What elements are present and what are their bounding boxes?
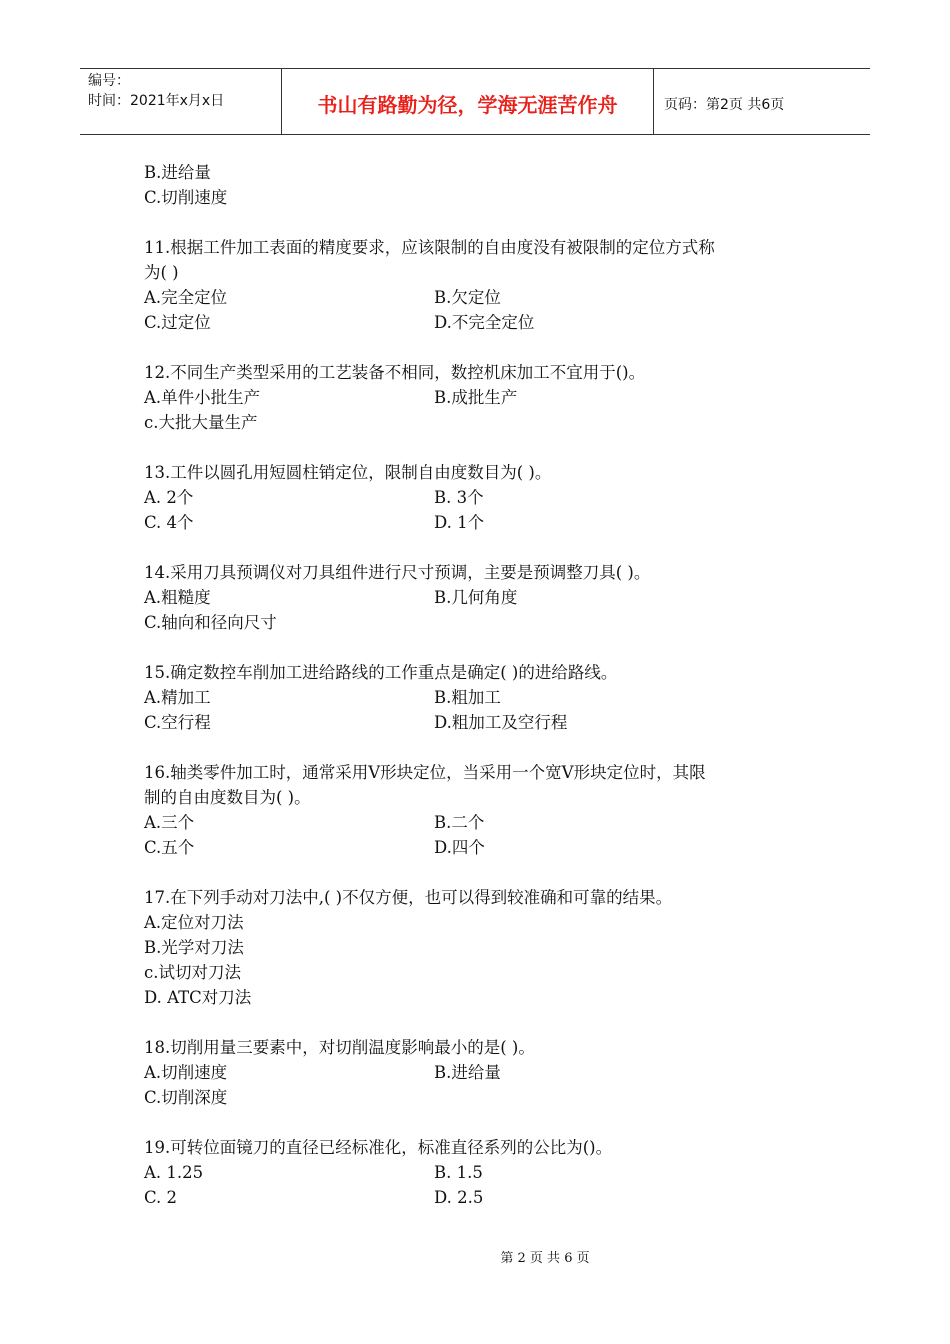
- question-text: 13.工件以圆孔用短圆柱销定位，限制自由度数目为( )。: [144, 463, 552, 482]
- header-page-info: 页码：第2页 共6页: [664, 96, 785, 113]
- header-meta: [80, 69, 282, 134]
- option-item: C.轴向和径向尺寸: [144, 613, 277, 632]
- option-item: C.切削深度: [144, 1088, 228, 1107]
- question-18: [144, 1035, 824, 1110]
- option-item: A. 1.25: [144, 1163, 204, 1182]
- question-text: 18.切削用量三要素中，对切削温度影响最小的是( )。: [144, 1038, 535, 1057]
- option-item: D.四个: [434, 838, 485, 857]
- header-motto: 书山有路勤为径，学海无涯苦作舟: [282, 69, 654, 134]
- option-item: A.切削速度: [144, 1063, 228, 1082]
- option-item: A.精加工: [144, 688, 211, 707]
- question-text: 16.轴类零件加工时，通常采用V形块定位，当采用一个宽V形块定位时，其限: [144, 763, 706, 782]
- option-item: B.成批生产: [434, 388, 518, 407]
- option-item: D.粗加工及空行程: [434, 713, 568, 732]
- option-item: c.大批大量生产: [144, 413, 258, 432]
- question-block-intro: [144, 160, 824, 210]
- option-item: B.进给量: [144, 163, 211, 182]
- option-item: A.粗糙度: [144, 588, 211, 607]
- option-item: D. 2.5: [434, 1188, 484, 1207]
- question-text: 14.采用刀具预调仪对刀具组件进行尺寸预调，主要是预调整刀具( )。: [144, 563, 651, 582]
- option-item: A. 2个: [144, 488, 194, 507]
- question-text: 15.确定数控车削加工进给路线的工作重点是确定( )的进给路线。: [144, 663, 618, 682]
- question-text: 19.可转位面镜刀的直径已经标准化，标准直径系列的公比为()。: [144, 1138, 613, 1157]
- option-item: B.进给量: [434, 1063, 501, 1082]
- question-list: [144, 160, 824, 1235]
- question-text: 17.在下列手动对刀法中,( )不仅方便，也可以得到较准确和可靠的结果。: [144, 888, 673, 907]
- option-item: B. 3个: [434, 488, 484, 507]
- document-header: [80, 68, 870, 135]
- option-item: C.切削速度: [144, 188, 228, 207]
- option-item: C. 4个: [144, 513, 194, 532]
- question-11: [144, 235, 824, 335]
- option-item: A.单件小批生产: [144, 388, 261, 407]
- option-item: A.定位对刀法: [144, 913, 244, 932]
- option-item: D. ATC对刀法: [144, 988, 252, 1007]
- option-item: A.完全定位: [144, 288, 228, 307]
- option-item: B.几何角度: [434, 588, 518, 607]
- question-text: 12.不同生产类型采用的工艺装备不相同，数控机床加工不宜用于()。: [144, 363, 646, 382]
- question-14: [144, 560, 824, 635]
- option-item: C. 2: [144, 1188, 178, 1207]
- option-item: D.不完全定位: [434, 313, 535, 332]
- option-item: B.光学对刀法: [144, 938, 244, 957]
- document-time-label: 时间：2021年x月x日: [88, 93, 225, 109]
- option-item: c.试切对刀法: [144, 963, 241, 982]
- question-12: [144, 360, 824, 435]
- question-text: 11.根据工件加工表面的精度要求，应该限制的自由度没有被限制的定位方式称: [144, 238, 715, 257]
- option-item: C.空行程: [144, 713, 211, 732]
- question-15: [144, 660, 824, 735]
- option-item: B.粗加工: [434, 688, 501, 707]
- question-17: [144, 885, 824, 1010]
- question-19: [144, 1135, 824, 1210]
- option-item: B. 1.5: [434, 1163, 483, 1182]
- option-item: D. 1个: [434, 513, 485, 532]
- question-16: [144, 760, 824, 860]
- question-text: 为( ): [144, 263, 179, 282]
- option-item: A.三个: [144, 813, 195, 832]
- question-text: 制的自由度数目为( )。: [144, 788, 311, 807]
- option-item: C.五个: [144, 838, 195, 857]
- question-13: [144, 460, 824, 535]
- option-item: B.二个: [434, 813, 485, 832]
- option-item: C.过定位: [144, 313, 211, 332]
- document-number-label: 编号：: [88, 73, 130, 89]
- page-footer: 第 2 页 共 6 页: [500, 1251, 590, 1266]
- option-item: B.欠定位: [434, 288, 501, 307]
